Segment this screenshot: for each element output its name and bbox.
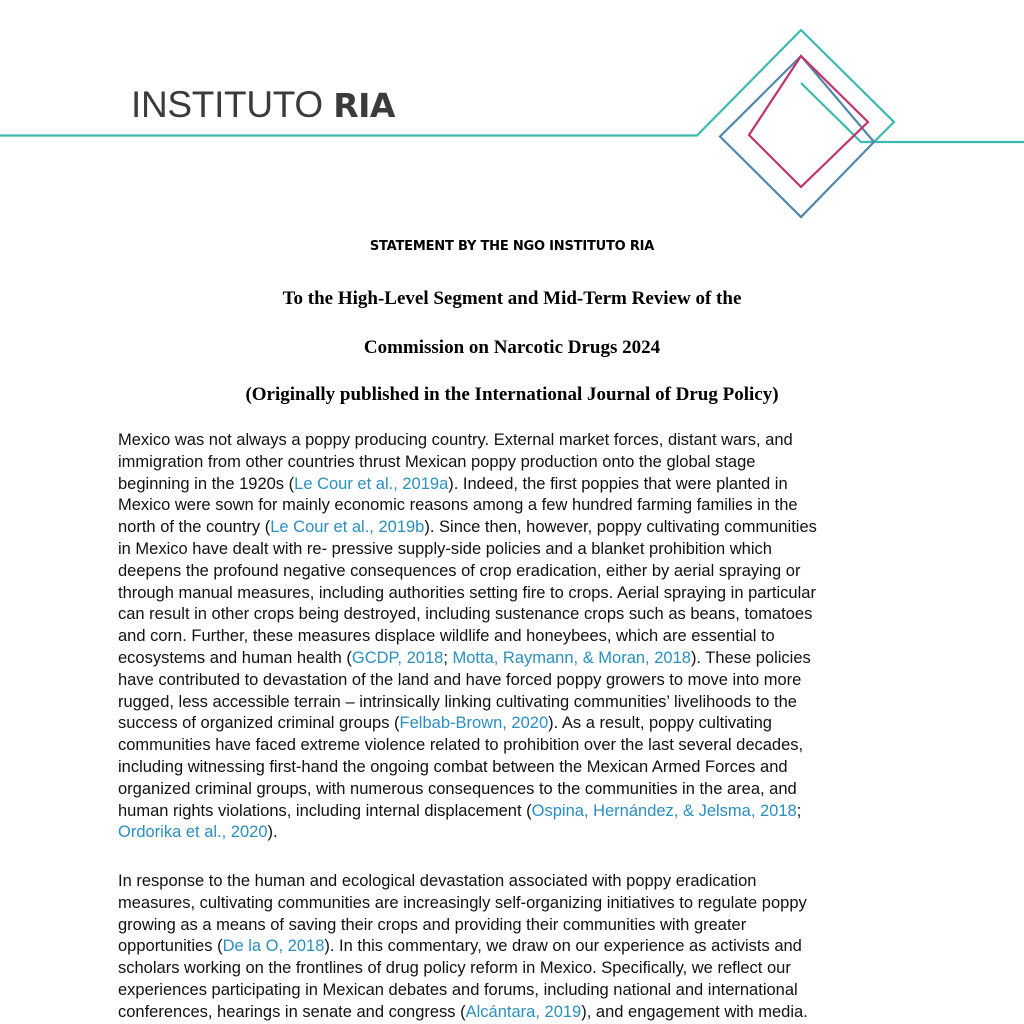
citation-link[interactable]: Ordorika et al., 2020 bbox=[118, 823, 268, 842]
text-line bbox=[118, 915, 938, 937]
text-segment: in Mexico have dealt with re- pressive supply-side policies and a blanket prohibition which bbox=[118, 539, 772, 558]
body-paragraph-1 bbox=[118, 430, 938, 844]
citation-link[interactable]: Felbab-Brown, 2020 bbox=[399, 714, 549, 733]
text-line bbox=[118, 452, 938, 474]
text-segment: ; bbox=[796, 801, 802, 820]
text-segment: conferences, hearings in senate and congress ( bbox=[118, 1002, 466, 1021]
text-segment: ). These policies bbox=[690, 648, 811, 667]
text-line bbox=[118, 735, 938, 757]
text-segment: ). Since then, however, poppy cultivating communities bbox=[424, 518, 817, 537]
text-segment: growing as a means of saving their crops and providing their communities with greater bbox=[118, 915, 747, 934]
text-line bbox=[118, 779, 938, 801]
text-line bbox=[118, 517, 938, 539]
citation-link[interactable]: Le Cour et al., 2019b bbox=[270, 518, 425, 537]
subtitle-line-3: (Originally published in the International Journal of Drug Policy) bbox=[245, 384, 779, 405]
body-paragraph-2 bbox=[118, 871, 938, 1024]
text-line bbox=[118, 801, 938, 823]
text-line bbox=[118, 583, 938, 605]
text-segment: can result in other crops being destroyed, including sustenance crops such as beans, tomatoes bbox=[118, 605, 813, 624]
text-segment: In response to the human and ecological devastation associated with poppy eradication bbox=[118, 872, 757, 890]
text-line bbox=[118, 871, 938, 893]
text-segment: have contributed to devastation of the land and have forced poppy growers to move into more bbox=[118, 670, 802, 689]
text-segment: measures, cultivating communities are increasingly self-organizing initiatives to regulate poppy bbox=[118, 893, 807, 912]
text-line bbox=[118, 430, 938, 452]
text-segment: rugged, less accessible terrain – intrinsically linking cultivating communities’ livelihoods to the bbox=[118, 692, 797, 711]
text-line bbox=[118, 757, 938, 779]
text-segment: success of organized criminal groups ( bbox=[118, 714, 400, 733]
text-segment: ecosystems and human health ( bbox=[118, 648, 352, 667]
text-segment: ). As a result, poppy cultivating bbox=[548, 714, 772, 733]
text-line bbox=[118, 648, 938, 670]
text-segment: organized criminal groups, with numerous consequences to the communities in the area, and bbox=[118, 779, 797, 798]
text-segment: scholars working on the frontlines of drug policy reform in Mexico. Specifically, we reflect our bbox=[118, 959, 791, 978]
text-segment: and corn. Further, these measures displace wildlife and honeybees, which are essential to bbox=[118, 627, 775, 646]
text-line bbox=[118, 936, 938, 958]
text-line bbox=[118, 958, 938, 980]
text-segment: immigration from other countries thrust Mexican poppy production onto the global stage bbox=[118, 452, 756, 471]
text-line bbox=[118, 604, 938, 626]
text-line bbox=[118, 692, 938, 714]
citation-link[interactable]: Motta, Raymann, & Moran, 2018 bbox=[452, 648, 691, 667]
text-segment: beginning in the 1920s ( bbox=[118, 474, 295, 493]
text-segment: ), and engagement with media. bbox=[581, 1002, 808, 1021]
citation-link[interactable]: De la O, 2018 bbox=[222, 937, 325, 956]
text-segment: north of the country ( bbox=[118, 518, 271, 537]
text-line bbox=[118, 670, 938, 692]
logo-wordmark bbox=[131, 86, 395, 123]
citation-link[interactable]: GCDP, 2018 bbox=[351, 648, 444, 667]
subtitle-line-1: To the High-Level Segment and Mid-Term Review of the bbox=[282, 288, 742, 309]
text-segment: communities have faced extreme violence related to prohibition over the last several decades, bbox=[118, 736, 804, 755]
text-segment: opportunities ( bbox=[118, 937, 223, 956]
text-line bbox=[118, 561, 938, 583]
text-line bbox=[118, 495, 938, 517]
text-segment: through manual measures, including authorities setting fire to crops. Aerial spraying in particular bbox=[118, 583, 816, 602]
text-segment: ). Indeed, the first poppies that were planted in bbox=[448, 474, 788, 493]
citation-link[interactable]: Ospina, Hernández, & Jelsma, 2018 bbox=[531, 801, 797, 820]
text-line bbox=[118, 893, 938, 915]
text-line bbox=[118, 1002, 938, 1024]
text-segment: ; bbox=[443, 648, 453, 667]
text-segment: Mexico was not always a poppy producing country. External market forces, distant wars, and bbox=[118, 431, 793, 449]
logo-instituto: INSTITUTO bbox=[131, 84, 323, 125]
subtitle-line-2: Commission on Narcotic Drugs 2024 bbox=[363, 337, 661, 358]
citation-link[interactable]: Le Cour et al., 2019a bbox=[294, 474, 449, 493]
teal-inner-line bbox=[801, 83, 1024, 142]
text-line bbox=[118, 980, 938, 1002]
text-line bbox=[118, 474, 938, 496]
citation-link[interactable]: Alcántara, 2019 bbox=[465, 1002, 582, 1021]
text-segment: human rights violations, including internal displacement ( bbox=[118, 801, 532, 820]
text-segment: ). bbox=[267, 823, 278, 842]
text-segment: deepens the profound negative consequences of crop eradication, either by aerial spraying or bbox=[118, 561, 801, 580]
logo-ria: RIA bbox=[333, 86, 395, 125]
text-segment: ). In this commentary, we draw on our experience as activists and bbox=[324, 937, 802, 956]
text-segment: Mexico were sown for mainly economic reasons among a few hundred farming families in the bbox=[118, 496, 798, 515]
text-segment: including witnessing first-hand the ongoing combat between the Mexican Armed Forces and bbox=[118, 757, 788, 776]
text-line bbox=[118, 626, 938, 648]
text-line bbox=[118, 539, 938, 561]
text-segment: experiences participating in Mexican debates and forums, including national and international bbox=[118, 980, 798, 999]
text-line bbox=[118, 713, 938, 735]
text-line bbox=[118, 822, 938, 844]
statement-heading: STATEMENT BY THE NGO INSTITUTO RIA bbox=[369, 239, 655, 254]
